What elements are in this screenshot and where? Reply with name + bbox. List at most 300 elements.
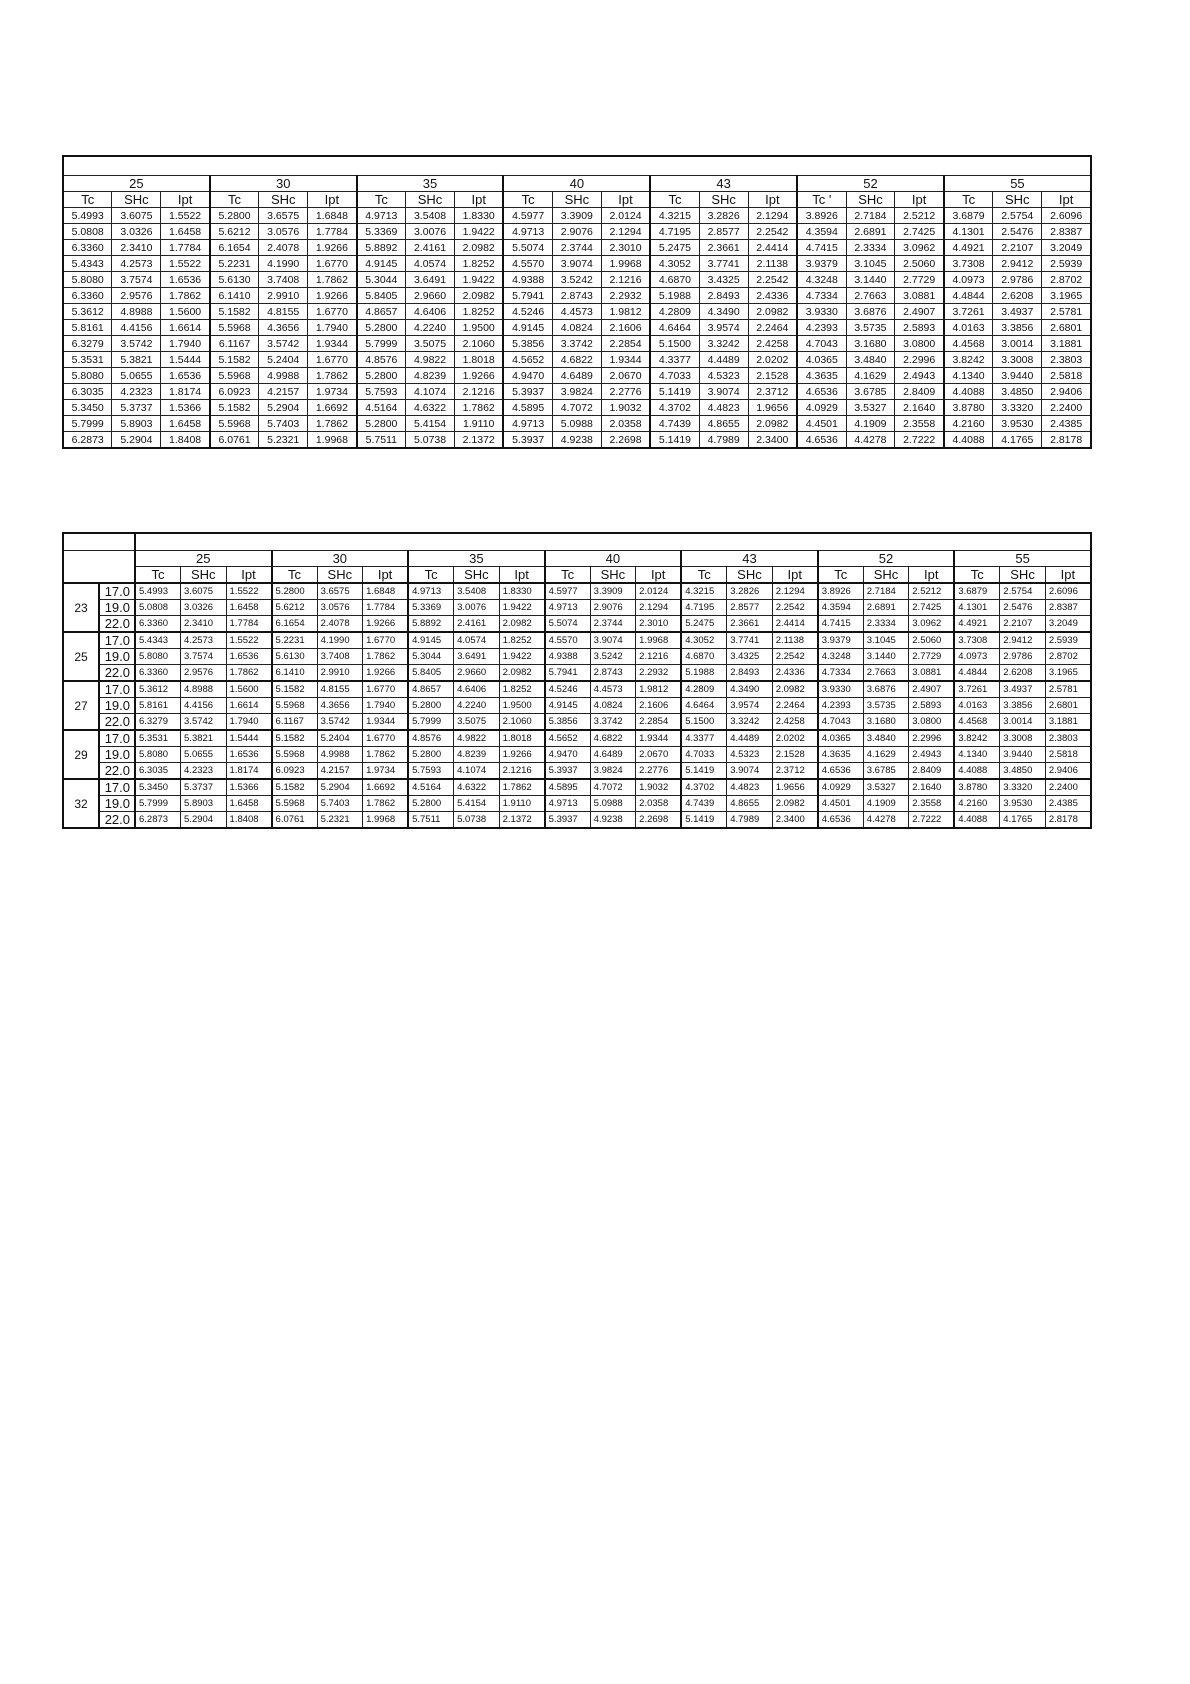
table-cell: 5.5968 bbox=[210, 368, 259, 384]
table-cell: 4.3656 bbox=[259, 320, 308, 336]
table-cell: 2.5212 bbox=[909, 583, 955, 600]
table-cell: 4.6870 bbox=[681, 649, 727, 665]
table-cell: 3.4325 bbox=[699, 272, 748, 288]
table-cell: 1.9266 bbox=[455, 368, 504, 384]
table-cell: 5.4154 bbox=[406, 416, 455, 432]
table-cell: 1.9344 bbox=[363, 714, 409, 731]
table-cell: 3.3742 bbox=[552, 336, 601, 352]
column-header: Tc bbox=[135, 567, 181, 584]
table-cell: 4.3248 bbox=[818, 649, 864, 665]
table-cell: 4.7043 bbox=[818, 714, 864, 731]
table-cell: 1.7862 bbox=[499, 779, 545, 796]
table-cell: 2.9910 bbox=[259, 288, 308, 304]
table-cell: 5.8080 bbox=[63, 272, 112, 288]
row-temperature: 17.0 bbox=[99, 632, 135, 649]
table-cell: 4.1074 bbox=[406, 384, 455, 400]
table-cell: 3.6575 bbox=[259, 208, 308, 224]
table-cell: 6.1410 bbox=[272, 665, 318, 682]
table-cell: 2.8493 bbox=[699, 288, 748, 304]
table-cell: 2.9786 bbox=[993, 272, 1042, 288]
table-cell: 5.3937 bbox=[503, 432, 552, 449]
table-cell: 3.0076 bbox=[454, 600, 500, 616]
table-cell: 2.2542 bbox=[748, 272, 797, 288]
table-cell: 5.3450 bbox=[135, 779, 181, 796]
table-cell: 4.0163 bbox=[944, 320, 993, 336]
table-cell: 2.2464 bbox=[748, 320, 797, 336]
table-cell: 2.4161 bbox=[406, 240, 455, 256]
table-cell: 2.1060 bbox=[499, 714, 545, 731]
table-cell: 3.6879 bbox=[944, 208, 993, 224]
table-cell: 2.0982 bbox=[455, 288, 504, 304]
table-cell: 4.4823 bbox=[699, 400, 748, 416]
group-header: 30 bbox=[272, 551, 409, 567]
table-cell: 1.9110 bbox=[499, 796, 545, 812]
table-cell: 3.1440 bbox=[863, 649, 909, 665]
table-cell: 4.0574 bbox=[454, 632, 500, 649]
table-cell: 3.6491 bbox=[406, 272, 455, 288]
table-cell: 4.7033 bbox=[650, 368, 699, 384]
table-cell: 5.3821 bbox=[112, 352, 161, 368]
table-cell: 5.5074 bbox=[545, 616, 591, 633]
table-cell: 2.3744 bbox=[590, 616, 636, 633]
table-cell: 5.5968 bbox=[210, 416, 259, 432]
table-cell: 1.7940 bbox=[308, 320, 357, 336]
table-cell: 5.7941 bbox=[503, 288, 552, 304]
table-cell: 2.1528 bbox=[772, 747, 818, 763]
table-cell: 1.6536 bbox=[161, 272, 210, 288]
table-cell: 5.2321 bbox=[259, 432, 308, 449]
table-cell: 5.0655 bbox=[112, 368, 161, 384]
table-cell: 6.1167 bbox=[272, 714, 318, 731]
table-cell: 5.8903 bbox=[112, 416, 161, 432]
table-row bbox=[63, 649, 1091, 665]
table-cell: 3.6575 bbox=[317, 583, 363, 600]
table-cell: 5.8161 bbox=[135, 698, 181, 714]
table-cell: 5.3531 bbox=[63, 352, 112, 368]
table-cell: 2.0202 bbox=[748, 352, 797, 368]
table-cell: 5.4154 bbox=[454, 796, 500, 812]
table-cell: 1.7784 bbox=[363, 600, 409, 616]
table-cell: 5.1582 bbox=[210, 304, 259, 320]
table-cell: 4.4088 bbox=[944, 432, 993, 449]
column-header: Ipt bbox=[909, 567, 955, 584]
column-header: Tc bbox=[357, 192, 406, 208]
table-cell: 4.9145 bbox=[357, 256, 406, 272]
group-header: 35 bbox=[357, 176, 504, 192]
table-cell: 3.8926 bbox=[797, 208, 846, 224]
table-cell: 5.2231 bbox=[272, 632, 318, 649]
table-cell: 2.6801 bbox=[1045, 698, 1091, 714]
table-cell: 3.7408 bbox=[317, 649, 363, 665]
table-cell: 1.6770 bbox=[363, 632, 409, 649]
row-temperature: 22.0 bbox=[99, 714, 135, 731]
table-cell: 4.3052 bbox=[681, 632, 727, 649]
table-cell: 3.0326 bbox=[112, 224, 161, 240]
table-cell: 1.7784 bbox=[161, 240, 210, 256]
table-cell: 2.9406 bbox=[1042, 384, 1091, 400]
group-header-row bbox=[63, 176, 1091, 192]
column-header: SHc bbox=[406, 192, 455, 208]
table-cell: 6.3360 bbox=[135, 616, 181, 633]
table-cell: 2.3400 bbox=[772, 812, 818, 829]
table-cell: 2.4414 bbox=[748, 240, 797, 256]
table-cell: 2.8387 bbox=[1045, 600, 1091, 616]
table-cell: 3.0881 bbox=[895, 288, 944, 304]
table-cell: 3.0014 bbox=[993, 336, 1042, 352]
table-cell: 6.3035 bbox=[63, 384, 112, 400]
table-cell: 3.0014 bbox=[1000, 714, 1046, 731]
group-header: 30 bbox=[210, 176, 357, 192]
table-cell: 2.1216 bbox=[601, 272, 650, 288]
table-cell: 3.6876 bbox=[863, 681, 909, 698]
column-header: Ipt bbox=[772, 567, 818, 584]
table-cell: 1.9734 bbox=[363, 763, 409, 780]
table-cell: 4.1629 bbox=[863, 747, 909, 763]
table-cell: 4.3490 bbox=[727, 681, 773, 698]
table-cell: 2.6208 bbox=[1000, 665, 1046, 682]
column-header: Ipt bbox=[226, 567, 272, 584]
table-row bbox=[63, 304, 1091, 320]
column-header: Tc ' bbox=[797, 192, 846, 208]
table-cell: 2.4078 bbox=[259, 240, 308, 256]
table-cell: 4.2573 bbox=[181, 632, 227, 649]
column-header: Ipt bbox=[748, 192, 797, 208]
table-cell: 4.0929 bbox=[818, 779, 864, 796]
table-cell: 5.4343 bbox=[135, 632, 181, 649]
table-cell: 5.3821 bbox=[181, 730, 227, 747]
table-cell: 3.0076 bbox=[406, 224, 455, 240]
table-cell: 1.9266 bbox=[308, 240, 357, 256]
table-cell: 5.4343 bbox=[63, 256, 112, 272]
table-cell: 4.3635 bbox=[818, 747, 864, 763]
row-temperature: 22.0 bbox=[99, 665, 135, 682]
table-row bbox=[63, 400, 1091, 416]
table-cell: 1.9032 bbox=[636, 779, 682, 796]
table-cell: 5.6212 bbox=[210, 224, 259, 240]
table-cell: 4.1909 bbox=[863, 796, 909, 812]
table-cell: 1.7862 bbox=[226, 665, 272, 682]
table-cell: 1.9500 bbox=[455, 320, 504, 336]
table-cell: 2.7222 bbox=[895, 432, 944, 449]
table-cell: 4.6822 bbox=[552, 352, 601, 368]
table-cell: 1.6770 bbox=[363, 730, 409, 747]
table-cell: 2.3803 bbox=[1045, 730, 1091, 747]
table-cell: 3.9074 bbox=[552, 256, 601, 272]
table-cell: 2.2400 bbox=[1045, 779, 1091, 796]
row-temperature: 17.0 bbox=[99, 681, 135, 698]
table-cell: 2.4943 bbox=[909, 747, 955, 763]
table-cell: 2.5476 bbox=[993, 224, 1042, 240]
table-cell: 1.5600 bbox=[226, 681, 272, 698]
table-cell: 4.1765 bbox=[1000, 812, 1046, 829]
table-cell: 4.3052 bbox=[650, 256, 699, 272]
table-cell: 1.5522 bbox=[226, 632, 272, 649]
table-cell: 5.5968 bbox=[272, 747, 318, 763]
table-cell: 5.3937 bbox=[503, 384, 552, 400]
table-cell: 2.1640 bbox=[909, 779, 955, 796]
table-cell: 1.6770 bbox=[363, 681, 409, 698]
table-cell: 4.9713 bbox=[503, 224, 552, 240]
table-cell: 2.5939 bbox=[1042, 256, 1091, 272]
table-cell: 5.2904 bbox=[112, 432, 161, 449]
table-cell: 4.6536 bbox=[818, 812, 864, 829]
column-header: Tc bbox=[650, 192, 699, 208]
table-cell: 1.9344 bbox=[601, 352, 650, 368]
table-cell: 4.8655 bbox=[699, 416, 748, 432]
table-cell: 4.4489 bbox=[699, 352, 748, 368]
table-cell: 2.1294 bbox=[748, 208, 797, 224]
table-cell: 2.9786 bbox=[1000, 649, 1046, 665]
table-row bbox=[63, 714, 1091, 731]
table-cell: 4.6489 bbox=[552, 368, 601, 384]
table-cell: 2.4385 bbox=[1045, 796, 1091, 812]
table-cell: 4.4568 bbox=[944, 336, 993, 352]
table-cell: 2.2698 bbox=[636, 812, 682, 829]
table-cell: 5.3737 bbox=[181, 779, 227, 796]
column-header: Tc bbox=[954, 567, 1000, 584]
table-cell: 2.8743 bbox=[552, 288, 601, 304]
table-cell: 4.4489 bbox=[727, 730, 773, 747]
table-cell: 1.9968 bbox=[308, 432, 357, 449]
table-cell: 4.9713 bbox=[408, 583, 454, 600]
group-header: 40 bbox=[503, 176, 650, 192]
table-cell: 4.2160 bbox=[944, 416, 993, 432]
table-cell: 1.6614 bbox=[161, 320, 210, 336]
table-cell: 4.2393 bbox=[797, 320, 846, 336]
table-cell: 3.1440 bbox=[846, 272, 895, 288]
table-cell: 5.1582 bbox=[210, 400, 259, 416]
table-cell: 4.9470 bbox=[503, 368, 552, 384]
table-cell: 4.2160 bbox=[954, 796, 1000, 812]
table-cell: 5.3937 bbox=[545, 763, 591, 780]
table-cell: 5.5968 bbox=[272, 698, 318, 714]
table-cell: 1.6458 bbox=[161, 416, 210, 432]
table-cell: 3.5742 bbox=[112, 336, 161, 352]
table-cell: 1.9812 bbox=[601, 304, 650, 320]
table-cell: 3.9824 bbox=[552, 384, 601, 400]
table-cell: 4.3215 bbox=[650, 208, 699, 224]
table-cell: 4.2157 bbox=[317, 763, 363, 780]
table-cell: 6.3360 bbox=[135, 665, 181, 682]
table-cell: 5.7403 bbox=[259, 416, 308, 432]
table-cell: 1.6536 bbox=[226, 747, 272, 763]
table-cell: 4.3635 bbox=[797, 368, 846, 384]
table-cell: 2.6891 bbox=[863, 600, 909, 616]
table-cell: 6.3279 bbox=[135, 714, 181, 731]
table-cell: 5.0738 bbox=[454, 812, 500, 829]
table-cell: 3.1965 bbox=[1042, 288, 1091, 304]
table-cell: 2.3010 bbox=[636, 616, 682, 633]
table-cell: 1.5522 bbox=[161, 256, 210, 272]
table-cell: 1.9032 bbox=[601, 400, 650, 416]
table-cell: 1.8408 bbox=[161, 432, 210, 449]
table-cell: 1.8252 bbox=[455, 304, 504, 320]
table-cell: 3.5742 bbox=[317, 714, 363, 731]
table-cell: 3.9330 bbox=[797, 304, 846, 320]
upper-data-table bbox=[62, 155, 1092, 449]
table-cell: 4.6464 bbox=[681, 698, 727, 714]
group-header: 55 bbox=[944, 176, 1091, 192]
table-cell: 5.0655 bbox=[181, 747, 227, 763]
table-row bbox=[63, 272, 1091, 288]
table-cell: 5.0988 bbox=[590, 796, 636, 812]
table-cell: 2.3410 bbox=[112, 240, 161, 256]
table-cell: 2.2854 bbox=[601, 336, 650, 352]
table-cell: 4.6322 bbox=[406, 400, 455, 416]
table-cell: 3.7308 bbox=[954, 632, 1000, 649]
table-cell: 4.2573 bbox=[112, 256, 161, 272]
table-cell: 2.9412 bbox=[993, 256, 1042, 272]
table-cell: 2.4943 bbox=[895, 368, 944, 384]
table-cell: 4.8155 bbox=[259, 304, 308, 320]
table-cell: 4.9822 bbox=[406, 352, 455, 368]
table-row bbox=[63, 616, 1091, 633]
table-cell: 4.3702 bbox=[650, 400, 699, 416]
table-cell: 2.5893 bbox=[909, 698, 955, 714]
table-cell: 6.2873 bbox=[135, 812, 181, 829]
table-cell: 5.3937 bbox=[545, 812, 591, 829]
table-cell: 1.8174 bbox=[226, 763, 272, 780]
table-cell: 1.9266 bbox=[363, 616, 409, 633]
table-cell: 2.1372 bbox=[499, 812, 545, 829]
table-cell: 2.8577 bbox=[699, 224, 748, 240]
table-cell: 2.2776 bbox=[636, 763, 682, 780]
table-cell: 2.8702 bbox=[1042, 272, 1091, 288]
table-cell: 4.6406 bbox=[406, 304, 455, 320]
table-cell: 5.0738 bbox=[406, 432, 455, 449]
banner-row bbox=[63, 533, 1091, 551]
table-cell: 4.1909 bbox=[846, 416, 895, 432]
table-cell: 2.7663 bbox=[863, 665, 909, 682]
table-cell: 5.1582 bbox=[272, 730, 318, 747]
banner-cell bbox=[135, 533, 1091, 551]
column-header: Ipt bbox=[895, 192, 944, 208]
table-cell: 1.5522 bbox=[226, 583, 272, 600]
row-temperature: 19.0 bbox=[99, 600, 135, 616]
table-cell: 4.4844 bbox=[944, 288, 993, 304]
column-header: SHc bbox=[993, 192, 1042, 208]
table-cell: 5.5968 bbox=[272, 796, 318, 812]
table-cell: 5.3531 bbox=[135, 730, 181, 747]
column-header: Ipt bbox=[455, 192, 504, 208]
table-cell: 3.7261 bbox=[954, 681, 1000, 698]
table-cell: 6.1167 bbox=[210, 336, 259, 352]
table-cell: 2.0982 bbox=[772, 681, 818, 698]
table-cell: 2.2542 bbox=[772, 600, 818, 616]
table-cell: 2.9412 bbox=[1000, 632, 1046, 649]
table-cell: 1.8252 bbox=[499, 681, 545, 698]
table-cell: 6.3360 bbox=[63, 288, 112, 304]
table-cell: 1.5522 bbox=[161, 208, 210, 224]
table-cell: 4.5164 bbox=[408, 779, 454, 796]
table-cell: 4.5323 bbox=[727, 747, 773, 763]
table-cell: 1.5366 bbox=[226, 779, 272, 796]
table-cell: 3.9574 bbox=[727, 698, 773, 714]
table-cell: 1.9812 bbox=[636, 681, 682, 698]
table-cell: 4.6489 bbox=[590, 747, 636, 763]
table-cell: 3.6491 bbox=[454, 649, 500, 665]
column-header: SHc bbox=[699, 192, 748, 208]
table-cell: 4.7415 bbox=[818, 616, 864, 633]
column-header: SHc bbox=[454, 567, 500, 584]
table-cell: 4.0973 bbox=[954, 649, 1000, 665]
table-cell: 3.5327 bbox=[846, 400, 895, 416]
table-cell: 5.2904 bbox=[317, 779, 363, 796]
table-cell: 4.9145 bbox=[503, 320, 552, 336]
table-cell: 4.0929 bbox=[797, 400, 846, 416]
table-cell: 5.4993 bbox=[135, 583, 181, 600]
table-cell: 3.3242 bbox=[699, 336, 748, 352]
table-cell: 3.5075 bbox=[406, 336, 455, 352]
table-cell: 3.9440 bbox=[993, 368, 1042, 384]
table-cell: 5.2800 bbox=[408, 747, 454, 763]
table-cell: 5.7403 bbox=[317, 796, 363, 812]
table-cell: 3.5408 bbox=[454, 583, 500, 600]
table-cell: 4.5164 bbox=[357, 400, 406, 416]
table-cell: 1.6848 bbox=[308, 208, 357, 224]
table-cell: 4.6406 bbox=[454, 681, 500, 698]
table-cell: 2.0124 bbox=[601, 208, 650, 224]
table-cell: 2.4414 bbox=[772, 616, 818, 633]
table-cell: 3.6876 bbox=[846, 304, 895, 320]
table-cell: 4.6536 bbox=[797, 384, 846, 400]
table-cell: 1.6692 bbox=[308, 400, 357, 416]
table-cell: 4.3215 bbox=[681, 583, 727, 600]
table-row bbox=[63, 632, 1091, 649]
table-cell: 4.0824 bbox=[590, 698, 636, 714]
table-cell: 1.9110 bbox=[455, 416, 504, 432]
table-cell: 1.9422 bbox=[455, 272, 504, 288]
table-cell: 4.8239 bbox=[406, 368, 455, 384]
table-cell: 5.2800 bbox=[408, 698, 454, 714]
table-cell: 3.8926 bbox=[818, 583, 864, 600]
table-cell: 2.7184 bbox=[846, 208, 895, 224]
table-cell: 4.8576 bbox=[408, 730, 454, 747]
table-cell: 2.4907 bbox=[895, 304, 944, 320]
table-row bbox=[63, 384, 1091, 400]
table-cell: 5.3612 bbox=[135, 681, 181, 698]
table-cell: 5.8080 bbox=[63, 368, 112, 384]
table-cell: 1.9344 bbox=[308, 336, 357, 352]
table-cell: 2.3410 bbox=[181, 616, 227, 633]
table-cell: 2.3744 bbox=[552, 240, 601, 256]
table-cell: 3.0962 bbox=[895, 240, 944, 256]
table-cell: 5.7511 bbox=[357, 432, 406, 449]
table-cell: 3.2826 bbox=[727, 583, 773, 600]
table-cell: 4.3248 bbox=[797, 272, 846, 288]
column-header: Ipt bbox=[308, 192, 357, 208]
table-cell: 4.4088 bbox=[944, 384, 993, 400]
column-header: Tc bbox=[408, 567, 454, 584]
table-cell: 2.1606 bbox=[601, 320, 650, 336]
table-cell: 3.5242 bbox=[590, 649, 636, 665]
table-cell: 2.8178 bbox=[1042, 432, 1091, 449]
group-header: 35 bbox=[408, 551, 545, 567]
table-cell: 3.6785 bbox=[846, 384, 895, 400]
table-cell: 5.2321 bbox=[317, 812, 363, 829]
table-cell: 5.8892 bbox=[408, 616, 454, 633]
table-cell: 5.2800 bbox=[357, 320, 406, 336]
table-cell: 3.8242 bbox=[954, 730, 1000, 747]
row-temperature: 17.0 bbox=[99, 779, 135, 796]
table-cell: 2.6801 bbox=[1042, 320, 1091, 336]
table-cell: 3.2826 bbox=[699, 208, 748, 224]
table-cell: 4.7072 bbox=[590, 779, 636, 796]
table-cell: 2.1216 bbox=[499, 763, 545, 780]
table-cell: 1.9266 bbox=[499, 747, 545, 763]
group-header: 25 bbox=[135, 551, 272, 567]
table-cell: 3.0962 bbox=[909, 616, 955, 633]
